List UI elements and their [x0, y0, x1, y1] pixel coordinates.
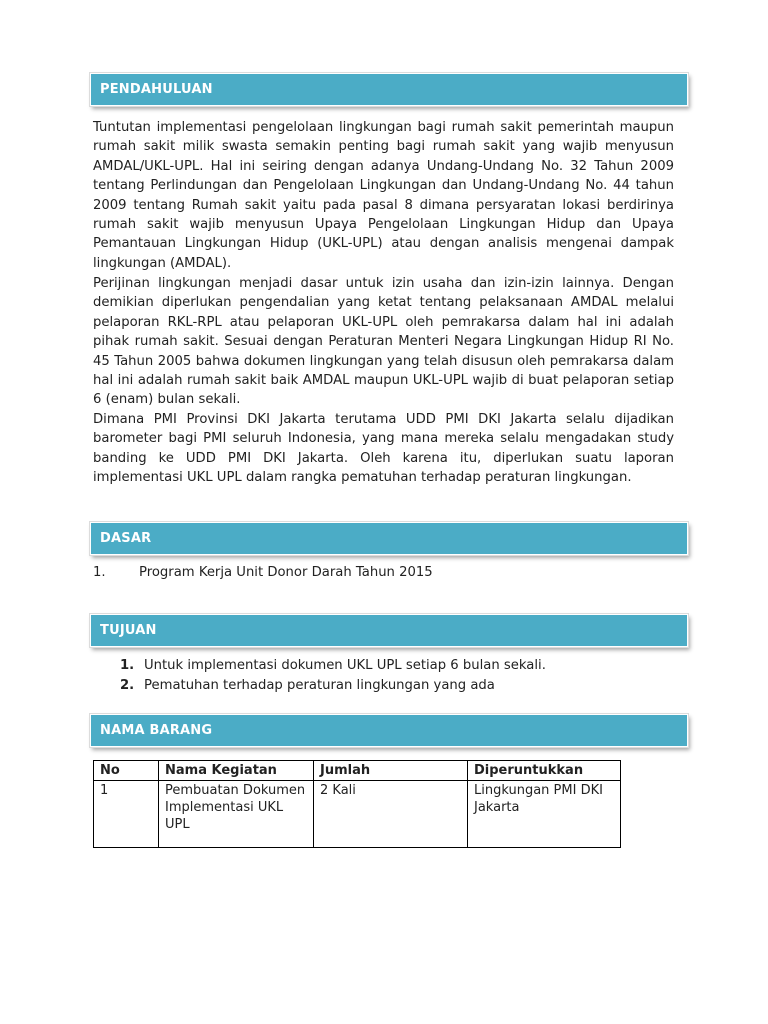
cell-nama-kegiatan: Pembuatan Dokumen Implementasi UKL UPL	[159, 781, 314, 848]
table-header-row	[94, 761, 621, 781]
section-header-nama-barang	[90, 714, 688, 747]
section-header-tujuan	[90, 614, 688, 647]
column-header-diperuntukkan: Diperuntukkan	[468, 761, 621, 781]
cell-diperuntukkan: Lingkungan PMI DKI Jakarta	[468, 781, 621, 848]
list-text: Program Kerja Unit Donor Darah Tahun 2015	[139, 565, 433, 580]
kegiatan-table	[93, 760, 621, 848]
list-text: Pematuhan terhadap peraturan lingkungan yang ada	[144, 678, 495, 693]
cell-jumlah: 2 Kali	[314, 781, 468, 848]
list-text: Untuk implementasi dokumen UKL UPL setiap 6 bulan sekali.	[144, 658, 546, 673]
paragraph-1: Tuntutan implementasi pengelolaan lingkungan bagi rumah sakit pemerintah maupun rumah sakit milik swasta semakin penting bagi rumah sakit yang wajib menyusun AMDAL/UKL-UPL. Hal ini seiring dengan adanya Undang-Undang No. 32 Tahun 2009 tentang Perlindungan dan Pengelolaan Lingkungan dan Undang-Undang No. 44 tahun 2009 tentang Rumah sakit yaitu pada pasal 8 dimana persyaratan lokasi berdirinya rumah sakit wajib menyusun Upaya Pengelolaan Lingkungan Hidup dan Upaya Pemantauan Lingkungan Hidup (UKL-UPL) atau dengan analisis mengenai dampak lingkungan (AMDAL).	[93, 120, 674, 271]
tujuan-list-item	[120, 676, 495, 696]
section-header-pendahuluan	[90, 73, 688, 106]
section-title: NAMA BARANG	[100, 723, 213, 738]
tujuan-list-item	[120, 656, 546, 676]
section-title: PENDAHULUAN	[100, 82, 213, 97]
cell-no: 1	[94, 781, 159, 848]
list-number: 1.	[120, 658, 135, 673]
section-title: DASAR	[100, 531, 152, 546]
section-title: TUJUAN	[100, 623, 157, 638]
list-number: 1.	[93, 565, 106, 580]
paragraph-2: Perijinan lingkungan menjadi dasar untuk izin usaha dan izin-izin lainnya. Dengan demikian diperlukan pengendalian yang ketat tentang pelaksanaan AMDAL melalui pelaporan RKL-RPL atau pelaporan UKL-UPL oleh pemrakarsa dalam hal ini adalah pihak rumah sakit. Sesuai dengan Peraturan Menteri Negara Lingkungan Hidup RI No. 45 Tahun 2005 bahwa dokumen lingkungan yang telah disusun oleh pemrakarsa dalam hal ini adalah rumah sakit baik AMDAL maupun UKL-UPL wajib di buat pelaporan setiap 6 (enam) bulan sekali.	[93, 276, 674, 408]
column-header-no: No	[94, 761, 159, 781]
column-header-nama-kegiatan: Nama Kegiatan	[159, 761, 314, 781]
section-header-dasar	[90, 522, 688, 555]
column-header-jumlah: Jumlah	[314, 761, 468, 781]
dasar-list-item	[93, 563, 433, 583]
list-number: 2.	[120, 678, 135, 693]
table-row	[94, 781, 621, 848]
paragraph-3: Dimana PMI Provinsi DKI Jakarta terutama UDD PMI DKI Jakarta selalu dijadikan barometer bagi PMI seluruh Indonesia, yang mana mereka selalu mengadakan study banding ke UDD PMI DKI Jakarta. Oleh karena itu, diperlukan suatu laporan implementasi UKL UPL dalam rangka pematuhan terhadap peraturan lingkungan.	[93, 412, 674, 486]
